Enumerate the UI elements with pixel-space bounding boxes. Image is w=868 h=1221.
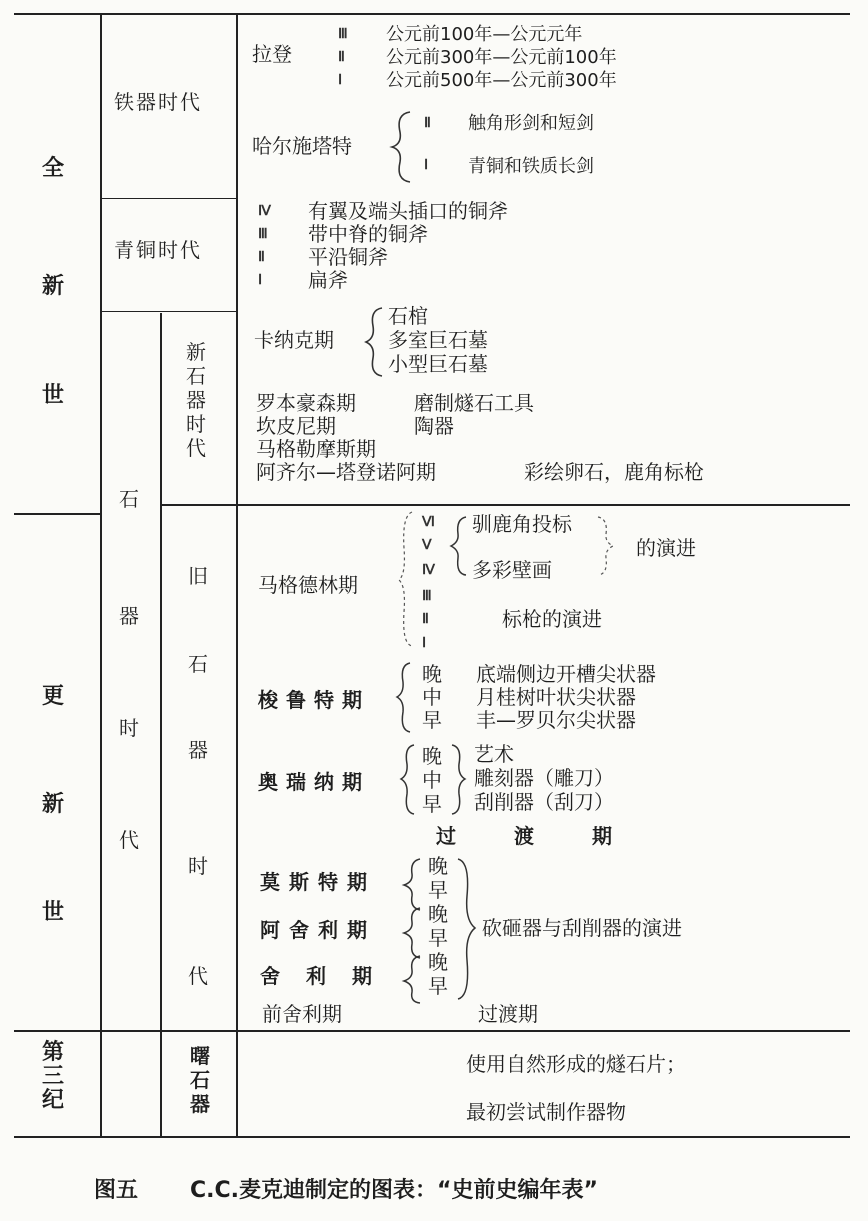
aurignacian-item-3: 刮削器（刮刀） [474, 790, 614, 814]
robenhausen-label: 罗本豪森期 [256, 391, 356, 415]
figure-caption: C.C.麦克迪制定的图表：“史前史编年表” [190, 1178, 598, 1203]
la-tene-row-2: 公元前300年—公元前100年 [386, 47, 617, 68]
bronze-age-label: 青铜时代 [114, 238, 202, 262]
neolithic-char-2: 石 [186, 364, 206, 388]
tertiary-char-1: 第 [42, 1040, 65, 1065]
magdalenian-label: 马格德林期 [258, 573, 358, 597]
magdalenian-evolution: 的演进 [636, 536, 696, 560]
magdalenian-tick-2: Ⅱ [422, 611, 429, 627]
aurignacian-item-1: 艺术 [474, 742, 514, 766]
carnac-item-3: 小型巨石墓 [388, 352, 488, 376]
maglemosian-label: 马格勒摩斯期 [256, 437, 376, 461]
la-tene-label: 拉登 [252, 42, 292, 66]
magdalenian-harpoon: 标枪的演进 [502, 607, 602, 631]
col-rule-1 [100, 13, 102, 1137]
solutrean-phase-early: 早 [422, 708, 442, 732]
aurignacian-phase-late: 晚 [422, 744, 442, 768]
bottom-rule [14, 1136, 850, 1138]
solutrean-item-2: 月桂树叶状尖状器 [476, 685, 636, 709]
pleistocene-char-3: 世 [42, 900, 65, 925]
aurignacian-item-2: 雕刻器（雕刀） [474, 766, 614, 790]
magdalenian-item-1: 驯鹿角投标 [472, 512, 572, 536]
hallstatt-row-1: 触角形剑和短剑 [468, 113, 594, 134]
paleolithic-char-2: 石 [188, 652, 208, 676]
tertiary-row-2: 最初尝试制作器物 [466, 1100, 626, 1124]
magdalenian-tick-1: Ⅰ [422, 635, 427, 651]
lower-phase-4: 早 [428, 926, 448, 950]
transition-period: 过渡期 [478, 1002, 538, 1026]
hallstatt-brace [388, 108, 418, 186]
la-tene-row-3: 公元前500年—公元前300年 [386, 70, 617, 91]
bronze-row-1: 有翼及端头插口的铜斧 [308, 199, 508, 223]
bronze-row-2: 带中脊的铜斧 [308, 222, 428, 246]
aurignacian-right-brace [448, 742, 468, 818]
lower-right-brace [454, 856, 480, 1002]
magdalenian-inner-brace [448, 514, 470, 578]
rule-holocene-pleistocene [14, 513, 100, 515]
tertiary-char-2: 三 [42, 1064, 65, 1089]
hallstatt-tick-2: Ⅱ [424, 115, 431, 131]
campignian-label: 坎皮尼期 [256, 414, 336, 438]
lower-left-braces [398, 856, 428, 1006]
solutrean-phase-late: 晚 [422, 662, 442, 686]
bronze-tick-2: Ⅱ [258, 249, 265, 265]
hallstatt-row-2: 青铜和铁质长剑 [468, 156, 594, 177]
solutrean-item-1: 底端侧边开槽尖状器 [476, 662, 656, 686]
solutrean-phase-mid: 中 [422, 685, 442, 709]
mousterian-label: 莫斯特期 [260, 870, 376, 894]
carnac-label: 卡纳克期 [254, 328, 334, 352]
bronze-row-3: 平沿铜斧 [308, 245, 388, 269]
azilian-item: 彩绘卵石，鹿角标枪 [524, 460, 704, 484]
holocene-char-1: 全 [42, 156, 65, 181]
lower-phase-1: 晚 [428, 854, 448, 878]
magdalenian-tick-4: Ⅳ [422, 562, 435, 578]
rule-iron-bronze [100, 198, 238, 199]
tertiary-label [42, 1042, 64, 1112]
neolithic-char-3: 器 [186, 388, 206, 412]
transition-char-2: 渡 [514, 824, 534, 848]
bronze-tick-4: Ⅳ [258, 203, 271, 219]
lower-paleolithic-item: 砍砸器与刮削器的演进 [482, 916, 682, 940]
magdalenian-tick-5: Ⅴ [422, 537, 432, 553]
campignian-item: 陶器 [414, 414, 454, 438]
magdalenian-tick-6: Ⅵ [422, 514, 435, 530]
neolithic-label [186, 342, 206, 458]
hallstatt-tick-1: Ⅰ [424, 157, 429, 173]
paleolithic-char-3: 器 [188, 738, 208, 762]
rule-neo-paleo [160, 504, 850, 506]
stone-age-char-2: 器 [119, 604, 139, 628]
stone-age-char-4: 代 [119, 828, 139, 852]
magdalenian-right-brace [594, 514, 618, 578]
acheulean-label: 阿舍利期 [260, 918, 376, 942]
aurignacian-phase-mid: 中 [422, 768, 442, 792]
pre-chellean-label: 前舍利期 [262, 1002, 342, 1026]
iron-age-label: 铁器时代 [114, 90, 202, 114]
bronze-row-4: 扁斧 [308, 268, 348, 292]
aurignacian-label: 奥瑞纳期 [258, 770, 370, 794]
solutrean-item-3: 丰—罗贝尔尖状器 [476, 708, 636, 732]
transition-char-3: 期 [592, 824, 612, 848]
la-tene-tick-3: Ⅲ [338, 26, 348, 42]
la-tene-row-1: 公元前100年—公元元年 [386, 24, 583, 45]
stone-age-char-1: 石 [119, 487, 139, 511]
lower-phase-2: 早 [428, 878, 448, 902]
neolithic-char-5: 代 [186, 436, 206, 460]
figure-label: 图五 [94, 1178, 139, 1203]
eolithic-char-2: 石 [190, 1068, 210, 1092]
carnac-brace [362, 304, 388, 380]
la-tene-tick-1: Ⅰ [338, 72, 343, 88]
bronze-tick-3: Ⅲ [258, 226, 268, 242]
magdalenian-item-2: 多彩壁画 [472, 558, 552, 582]
chellean-label: 舍利期 [260, 964, 398, 988]
holocene-char-3: 世 [42, 383, 65, 408]
pleistocene-char-2: 新 [42, 792, 65, 817]
magdalenian-tick-3: Ⅲ [422, 588, 432, 604]
aurignacian-left-brace [398, 742, 418, 818]
solutrean-brace [394, 660, 414, 736]
solutrean-label: 梭鲁特期 [258, 688, 370, 712]
robenhausen-item: 磨制燧石工具 [414, 391, 534, 415]
lower-phase-3: 晚 [428, 902, 448, 926]
eolithic-label [190, 1046, 210, 1114]
paleolithic-char-1: 旧 [188, 564, 208, 588]
rule-bronze-stone [100, 311, 238, 312]
pleistocene-char-1: 更 [42, 684, 65, 709]
neolithic-char-1: 新 [186, 340, 206, 364]
la-tene-tick-2: Ⅱ [338, 49, 345, 65]
tertiary-char-3: 纪 [42, 1088, 65, 1113]
col-rule-3 [236, 13, 238, 1137]
hallstatt-label: 哈尔施塔特 [252, 134, 352, 158]
paleolithic-char-5: 代 [188, 964, 208, 988]
eolithic-char-3: 器 [190, 1092, 210, 1116]
lower-phase-5: 晚 [428, 950, 448, 974]
lower-phase-6: 早 [428, 974, 448, 998]
aurignacian-phase-early: 早 [422, 792, 442, 816]
neolithic-char-4: 时 [186, 412, 206, 436]
transition-char-1: 过 [436, 824, 456, 848]
tertiary-row-1: 使用自然形成的燧石片； [466, 1052, 686, 1076]
rule-tertiary [14, 1030, 850, 1032]
eolithic-char-1: 曙 [190, 1044, 210, 1068]
stone-age-char-3: 时 [119, 716, 139, 740]
carnac-item-2: 多室巨石墓 [388, 328, 488, 352]
holocene-char-2: 新 [42, 274, 65, 299]
carnac-item-1: 石棺 [388, 304, 428, 328]
azilian-label: 阿齐尔—塔登诺阿期 [256, 460, 436, 484]
bronze-tick-1: Ⅰ [258, 272, 263, 288]
top-rule [14, 13, 850, 15]
col-rule-2 [160, 313, 162, 1137]
paleolithic-char-4: 时 [188, 854, 208, 878]
magdalenian-left-brace [396, 508, 416, 650]
